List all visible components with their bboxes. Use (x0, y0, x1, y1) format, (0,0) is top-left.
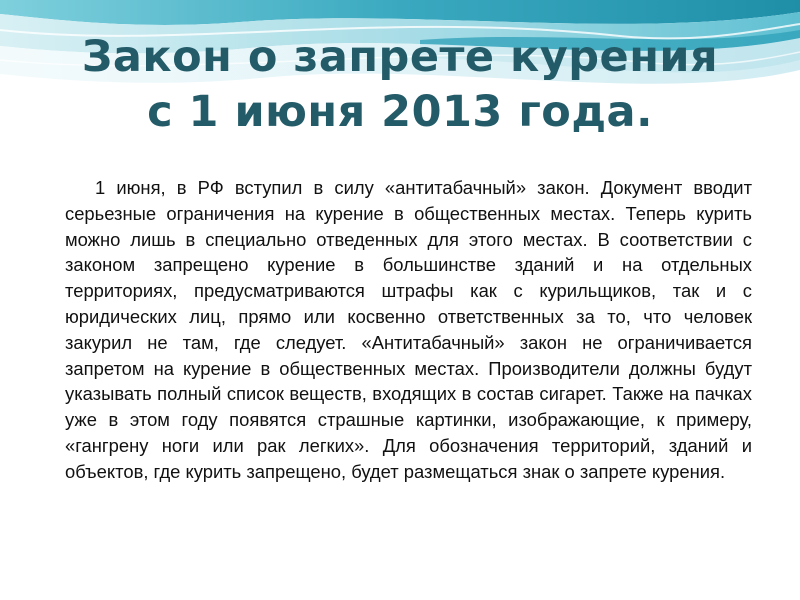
slide-title-line-2: с 1 июня 2013 года. (147, 87, 653, 137)
slide-title-line-1: Закон о запрете курения (81, 32, 719, 82)
slide-title (20, 30, 780, 140)
slide-body-paragraph: 1 июня, в РФ вступил в силу «антитабачный» закон. Документ вводит серьезные ограничения на курение в общественных местах. Теперь курить можно лишь в специально отведенных для этого местах. В соответствии с законом запрещено курение в большинстве зданий и на отдельных территориях, предусматриваются штрафы как с курильщиков, так и с юридических лиц, прямо или косвенно ответственных за то, что человек закурил не там, где следует. «Антитабачный» закон не ограничивается запретом на курение в общественных местах. Производители должны будут указывать полный список веществ, входящих в состав сигарет. Также на пачках уже в этом году появятся страшные картинки, изображающие, к примеру, «гангрену ноги или рак легких». Для обозначения территорий, зданий и объектов, где курить запрещено, будет размещаться знак о запрете курения. (65, 177, 752, 482)
